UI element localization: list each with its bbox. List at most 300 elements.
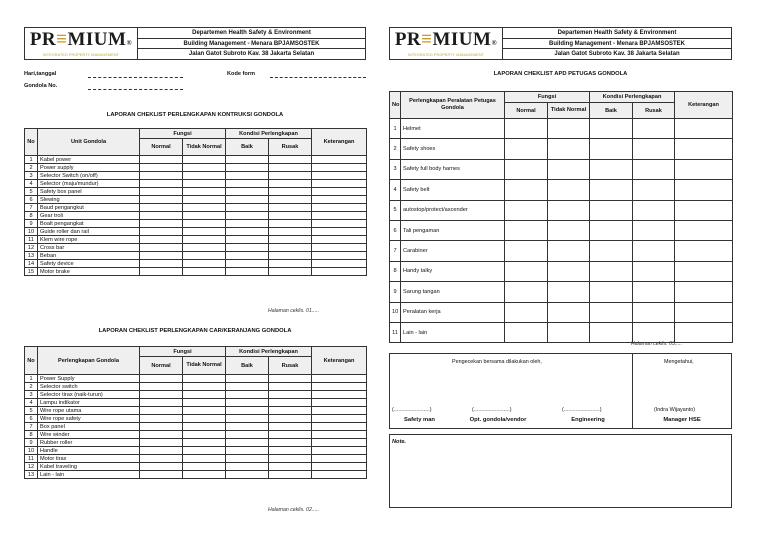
check-baik[interactable]	[226, 383, 269, 391]
check-rusak[interactable]	[269, 156, 312, 164]
check-rusak[interactable]	[269, 447, 312, 455]
item-name: Safety device	[38, 260, 140, 268]
table-row	[390, 180, 733, 200]
check-baik[interactable]	[226, 407, 269, 415]
check-normal[interactable]	[140, 236, 183, 244]
check-baik[interactable]	[226, 471, 269, 479]
check-normal[interactable]	[140, 383, 183, 391]
check-rusak[interactable]	[269, 212, 312, 220]
table-row	[25, 463, 367, 471]
check-normal[interactable]	[140, 447, 183, 455]
check-tidak-normal[interactable]	[183, 236, 226, 244]
keterangan-cell[interactable]	[312, 268, 367, 276]
item-name: Box panel	[38, 423, 140, 431]
keterangan-cell[interactable]	[312, 383, 367, 391]
check-normal[interactable]	[505, 220, 548, 240]
keterangan-cell[interactable]	[675, 282, 733, 302]
check-rusak[interactable]	[633, 180, 675, 200]
check-rusak[interactable]	[269, 463, 312, 471]
date-field[interactable]	[88, 72, 183, 78]
check-tidak-normal[interactable]	[183, 431, 226, 439]
item-name: Kabel traveling	[38, 463, 140, 471]
signoff-box	[389, 353, 732, 429]
row-number: 4	[390, 180, 401, 200]
table-row	[25, 228, 367, 236]
item-name: Baud pengangkut	[38, 204, 140, 212]
check-normal[interactable]	[505, 261, 548, 281]
item-name: Helmet	[401, 119, 505, 139]
check-rusak[interactable]	[269, 268, 312, 276]
check-tidak-normal[interactable]	[183, 212, 226, 220]
keterangan-cell[interactable]	[312, 156, 367, 164]
check-normal[interactable]	[140, 455, 183, 463]
table-row	[25, 188, 367, 196]
table-row	[25, 196, 367, 204]
check-tidak-normal[interactable]	[183, 188, 226, 196]
page-note-2: Halaman ceklis. 02.....	[268, 507, 320, 513]
row-number: 6	[25, 415, 38, 423]
keterangan-cell[interactable]	[312, 164, 367, 172]
keterangan-cell[interactable]	[675, 261, 733, 281]
table-row	[25, 431, 367, 439]
item-name: Boalt pengangkat	[38, 220, 140, 228]
table-row	[25, 244, 367, 252]
check-tidak-normal[interactable]	[548, 241, 590, 261]
item-name: Power Supply	[38, 375, 140, 383]
row-number: 2	[390, 139, 401, 159]
check-normal[interactable]	[140, 415, 183, 423]
check-tidak-normal[interactable]	[183, 204, 226, 212]
check-rusak[interactable]	[269, 455, 312, 463]
check-normal[interactable]	[140, 228, 183, 236]
row-number: 5	[390, 200, 401, 220]
check-normal[interactable]	[140, 220, 183, 228]
keterangan-cell[interactable]	[312, 455, 367, 463]
dept-title: Departemen Health Safety & Environment	[138, 28, 365, 39]
check-baik[interactable]	[226, 463, 269, 471]
check-normal[interactable]	[140, 244, 183, 252]
check-tidak-normal[interactable]	[183, 463, 226, 471]
check-tidak-normal[interactable]	[183, 172, 226, 180]
check-normal[interactable]	[140, 268, 183, 276]
item-name: Guide roller dan rail	[38, 228, 140, 236]
keterangan-cell[interactable]	[675, 200, 733, 220]
check-baik[interactable]	[226, 268, 269, 276]
manager-name: (Indra Wijayanto)	[654, 407, 696, 413]
check-normal[interactable]	[140, 196, 183, 204]
check-rusak[interactable]	[633, 119, 675, 139]
item-name: Cross bar	[38, 244, 140, 252]
check-normal[interactable]	[505, 282, 548, 302]
item-name: Slewing	[38, 196, 140, 204]
row-number: 11	[390, 322, 401, 342]
gondola-field[interactable]	[88, 84, 183, 90]
table-row	[25, 415, 367, 423]
check-baik[interactable]	[226, 455, 269, 463]
item-name: Lain - lain	[38, 471, 140, 479]
check-rusak[interactable]	[633, 282, 675, 302]
check-rusak[interactable]	[269, 471, 312, 479]
check-normal[interactable]	[140, 375, 183, 383]
check-normal[interactable]	[140, 399, 183, 407]
keterangan-cell[interactable]	[312, 236, 367, 244]
check-baik[interactable]	[226, 236, 269, 244]
item-name: Sarung tangan	[401, 282, 505, 302]
table-row	[25, 375, 367, 383]
check-baik[interactable]	[590, 282, 633, 302]
row-number: 4	[25, 399, 38, 407]
check-rusak[interactable]	[269, 196, 312, 204]
check-baik[interactable]	[590, 139, 633, 159]
check-baik[interactable]	[226, 180, 269, 188]
check-tidak-normal[interactable]	[548, 119, 590, 139]
table-row	[390, 282, 733, 302]
table-row	[25, 260, 367, 268]
note-box[interactable]	[389, 434, 732, 508]
check-rusak[interactable]	[269, 375, 312, 383]
keterangan-cell[interactable]	[312, 220, 367, 228]
check-rusak[interactable]	[633, 200, 675, 220]
row-number: 10	[390, 302, 401, 322]
item-name: Lampu indikator	[38, 399, 140, 407]
check-normal[interactable]	[140, 212, 183, 220]
row-number: 13	[25, 252, 38, 260]
check-baik[interactable]	[226, 391, 269, 399]
table-row	[25, 423, 367, 431]
check-baik[interactable]	[590, 261, 633, 281]
check-normal[interactable]	[140, 407, 183, 415]
table-row	[390, 302, 733, 322]
check-tidak-normal[interactable]	[183, 391, 226, 399]
keterangan-cell[interactable]	[312, 415, 367, 423]
table-row	[25, 172, 367, 180]
dept-title-right: Departemen Health Safety & Environment	[503, 28, 731, 39]
address-line-right: Jalan Gatot Subroto Kav. 38 Jakarta Selatan	[554, 51, 680, 58]
premium-logo-right: PR≡MIUM® INTEGRATED PROPERTY MANAGEMENT	[390, 28, 503, 59]
keterangan-cell[interactable]	[312, 391, 367, 399]
row-number: 8	[390, 261, 401, 281]
row-number: 11	[25, 236, 38, 244]
check-rusak[interactable]	[269, 244, 312, 252]
check-baik[interactable]	[226, 423, 269, 431]
check-baik[interactable]	[226, 439, 269, 447]
keterangan-cell[interactable]	[312, 375, 367, 383]
row-number: 7	[25, 204, 38, 212]
check-tidak-normal[interactable]	[183, 244, 226, 252]
item-name: Rubber roller	[38, 439, 140, 447]
keterangan-cell[interactable]	[312, 212, 367, 220]
row-number: 4	[25, 180, 38, 188]
check-tidak-normal[interactable]	[183, 471, 226, 479]
check-normal[interactable]	[140, 252, 183, 260]
table-row	[390, 322, 733, 342]
row-number: 5	[25, 188, 38, 196]
code-field[interactable]	[270, 72, 366, 78]
item-name: Motor tirax	[38, 455, 140, 463]
check-baik[interactable]	[226, 260, 269, 268]
check-baik[interactable]	[590, 322, 633, 342]
check-rusak[interactable]	[633, 220, 675, 240]
row-number: 12	[25, 244, 38, 252]
table-row	[390, 119, 733, 139]
item-name: Safety box panel	[38, 188, 140, 196]
row-number: 12	[25, 463, 38, 471]
keterangan-cell[interactable]	[675, 322, 733, 342]
check-normal[interactable]	[505, 119, 548, 139]
check-normal[interactable]	[140, 439, 183, 447]
check-tidak-normal[interactable]	[548, 282, 590, 302]
check-baik[interactable]	[226, 431, 269, 439]
role-manager-hse: Manager HSE	[663, 417, 701, 423]
item-name: Wire winder	[38, 431, 140, 439]
row-number: 6	[25, 196, 38, 204]
table-row	[390, 220, 733, 240]
check-normal[interactable]	[140, 172, 183, 180]
item-name: Handle	[38, 447, 140, 455]
item-name: Handy talky	[401, 261, 505, 281]
keterangan-cell[interactable]	[675, 180, 733, 200]
check-baik[interactable]	[226, 415, 269, 423]
check-normal[interactable]	[505, 302, 548, 322]
table-row	[25, 236, 367, 244]
check-baik[interactable]	[590, 180, 633, 200]
role-safety-man: Safety man	[404, 417, 435, 423]
building-title-right: Building Management - Menara BPJAMSOSTEK	[503, 39, 731, 50]
check-baik[interactable]	[590, 302, 633, 322]
check-rusak[interactable]	[269, 228, 312, 236]
check-baik[interactable]	[226, 164, 269, 172]
check-rusak[interactable]	[269, 407, 312, 415]
row-number: 13	[25, 471, 38, 479]
check-tidak-normal[interactable]	[183, 268, 226, 276]
check-tidak-normal[interactable]	[548, 302, 590, 322]
check-baik[interactable]	[226, 172, 269, 180]
check-rusak[interactable]	[269, 188, 312, 196]
keterangan-cell[interactable]	[312, 180, 367, 188]
check-rusak[interactable]	[633, 241, 675, 261]
check-tidak-normal[interactable]	[183, 447, 226, 455]
check-rusak[interactable]	[269, 391, 312, 399]
row-number: 14	[25, 260, 38, 268]
check-rusak[interactable]	[269, 383, 312, 391]
check-normal[interactable]	[505, 241, 548, 261]
check-rusak[interactable]	[269, 399, 312, 407]
check-rusak[interactable]	[633, 139, 675, 159]
row-number: 15	[25, 268, 38, 276]
check-rusak[interactable]	[269, 439, 312, 447]
check-baik[interactable]	[226, 220, 269, 228]
keterangan-cell[interactable]	[312, 244, 367, 252]
check-normal[interactable]	[140, 463, 183, 471]
check-tidak-normal[interactable]	[548, 200, 590, 220]
check-rusak[interactable]	[269, 423, 312, 431]
keterangan-cell[interactable]	[312, 188, 367, 196]
sign-blank-2: (........................)	[472, 407, 512, 413]
check-rusak[interactable]	[269, 220, 312, 228]
keterangan-cell[interactable]	[312, 399, 367, 407]
check-normal[interactable]	[140, 180, 183, 188]
note-label: Note.	[392, 439, 406, 445]
keterangan-cell[interactable]	[675, 119, 733, 139]
keterangan-cell[interactable]	[675, 302, 733, 322]
check-normal[interactable]	[140, 391, 183, 399]
keterangan-cell[interactable]	[675, 159, 733, 179]
table-row	[390, 261, 733, 281]
keterangan-cell[interactable]	[675, 241, 733, 261]
check-rusak[interactable]	[633, 159, 675, 179]
keterangan-cell[interactable]	[312, 447, 367, 455]
check-tidak-normal[interactable]	[183, 196, 226, 204]
check-normal[interactable]	[140, 423, 183, 431]
check-baik[interactable]	[226, 204, 269, 212]
sign-blank-3: (........................)	[562, 407, 602, 413]
check-normal[interactable]	[505, 139, 548, 159]
check-rusak[interactable]	[269, 236, 312, 244]
check-baik[interactable]	[590, 220, 633, 240]
page-note-3: Halaman ceklis. 03.....	[631, 341, 683, 347]
row-number: 5	[25, 407, 38, 415]
check-baik[interactable]	[590, 159, 633, 179]
check-normal[interactable]	[140, 260, 183, 268]
check-tidak-normal[interactable]	[183, 455, 226, 463]
check-normal[interactable]	[140, 156, 183, 164]
check-rusak[interactable]	[269, 252, 312, 260]
row-number: 9	[25, 439, 38, 447]
check-tidak-normal[interactable]	[183, 407, 226, 415]
check-rusak[interactable]	[269, 172, 312, 180]
keterangan-cell[interactable]	[312, 407, 367, 415]
check-tidak-normal[interactable]	[548, 220, 590, 240]
check-baik[interactable]	[226, 228, 269, 236]
check-baik[interactable]	[226, 244, 269, 252]
check-baik[interactable]	[226, 196, 269, 204]
row-number: 6	[390, 220, 401, 240]
table-row	[25, 220, 367, 228]
row-number: 2	[25, 383, 38, 391]
check-tidak-normal[interactable]	[183, 423, 226, 431]
check-baik[interactable]	[226, 156, 269, 164]
check-baik[interactable]	[226, 212, 269, 220]
check-normal[interactable]	[505, 322, 548, 342]
check-tidak-normal[interactable]	[183, 399, 226, 407]
check-tidak-normal[interactable]	[183, 220, 226, 228]
keterangan-cell[interactable]	[312, 252, 367, 260]
check-tidak-normal[interactable]	[548, 159, 590, 179]
item-name: Lain - lain	[401, 322, 505, 342]
row-number: 1	[25, 156, 38, 164]
keterangan-cell[interactable]	[312, 471, 367, 479]
item-name: Tali pengaman	[401, 220, 505, 240]
check-rusak[interactable]	[633, 322, 675, 342]
row-number: 1	[390, 119, 401, 139]
check-normal[interactable]	[140, 431, 183, 439]
check-tidak-normal[interactable]	[183, 180, 226, 188]
table-row	[390, 241, 733, 261]
keterangan-cell[interactable]	[312, 172, 367, 180]
keterangan-cell[interactable]	[312, 431, 367, 439]
check-normal[interactable]	[505, 180, 548, 200]
check-tidak-normal[interactable]	[548, 322, 590, 342]
check-baik[interactable]	[590, 119, 633, 139]
keterangan-cell[interactable]	[675, 139, 733, 159]
table-row	[25, 447, 367, 455]
check-normal[interactable]	[140, 204, 183, 212]
check-rusak[interactable]	[633, 302, 675, 322]
item-name: Selector tirax (naik-turun)	[38, 391, 140, 399]
check-normal[interactable]	[505, 200, 548, 220]
check-normal[interactable]	[140, 164, 183, 172]
check-tidak-normal[interactable]	[548, 180, 590, 200]
check-rusak[interactable]	[269, 204, 312, 212]
item-name: Wire rope safety	[38, 415, 140, 423]
item-name: Klem wire rope	[38, 236, 140, 244]
gondola-label: Gondola No.	[24, 83, 58, 89]
role-operator: Opt. gondola/vendor	[469, 417, 527, 423]
keterangan-cell[interactable]	[312, 228, 367, 236]
check-tidak-normal[interactable]	[183, 228, 226, 236]
keterangan-cell[interactable]	[312, 204, 367, 212]
table-kontruksi: No Unit Gondola Fungsi Kondisi Perlengkapan Keterangan Normal Tidak Normal Baik Rusak 1 Kabel power 2 Power supply 3 Selector Switch (on/off) 4 Selector (maju/mundur) 5 Safety box panel 6 Slewing 7 Baud pengangkut 8 Gear troli 9 Boalt pengangkat 10 Guide roller dan rail 11 Klem wire rope 12 Cross bar 13 Beban 14 Safety device 15 Motor brake	[24, 128, 367, 276]
table-row	[25, 164, 367, 172]
page-note-1: Halaman ceklis. 01.....	[268, 308, 320, 314]
row-number: 10	[25, 228, 38, 236]
check-tidak-normal[interactable]	[183, 260, 226, 268]
item-name: Power supply	[38, 164, 140, 172]
check-rusak[interactable]	[269, 260, 312, 268]
table-row	[25, 399, 367, 407]
check-tidak-normal[interactable]	[183, 156, 226, 164]
item-name: Selector (maju/mundur)	[38, 180, 140, 188]
check-baik[interactable]	[226, 375, 269, 383]
keterangan-cell[interactable]	[312, 196, 367, 204]
check-rusak[interactable]	[269, 180, 312, 188]
check-normal[interactable]	[140, 471, 183, 479]
keterangan-cell[interactable]	[675, 220, 733, 240]
check-baik[interactable]	[226, 399, 269, 407]
item-name: Selector switch	[38, 383, 140, 391]
keterangan-cell[interactable]	[312, 439, 367, 447]
check-tidak-normal[interactable]	[183, 415, 226, 423]
item-name: Carabiner	[401, 241, 505, 261]
keterangan-cell[interactable]	[312, 463, 367, 471]
table-row	[390, 139, 733, 159]
check-tidak-normal[interactable]	[183, 383, 226, 391]
check-baik[interactable]	[226, 188, 269, 196]
check-tidak-normal[interactable]	[548, 139, 590, 159]
check-tidak-normal[interactable]	[183, 164, 226, 172]
check-tidak-normal[interactable]	[183, 375, 226, 383]
header-right	[389, 27, 732, 60]
item-name: Safety belt	[401, 180, 505, 200]
check-baik[interactable]	[226, 447, 269, 455]
check-tidak-normal[interactable]	[183, 252, 226, 260]
table-row	[390, 159, 733, 179]
check-rusak[interactable]	[269, 164, 312, 172]
check-tidak-normal[interactable]	[183, 439, 226, 447]
check-baik[interactable]	[590, 241, 633, 261]
check-baik[interactable]	[590, 200, 633, 220]
check-baik[interactable]	[226, 252, 269, 260]
check-rusak[interactable]	[633, 261, 675, 281]
table-row	[25, 180, 367, 188]
keterangan-cell[interactable]	[312, 260, 367, 268]
check-normal[interactable]	[505, 159, 548, 179]
check-normal[interactable]	[140, 188, 183, 196]
check-rusak[interactable]	[269, 431, 312, 439]
keterangan-cell[interactable]	[312, 423, 367, 431]
check-tidak-normal[interactable]	[548, 261, 590, 281]
check-rusak[interactable]	[269, 415, 312, 423]
